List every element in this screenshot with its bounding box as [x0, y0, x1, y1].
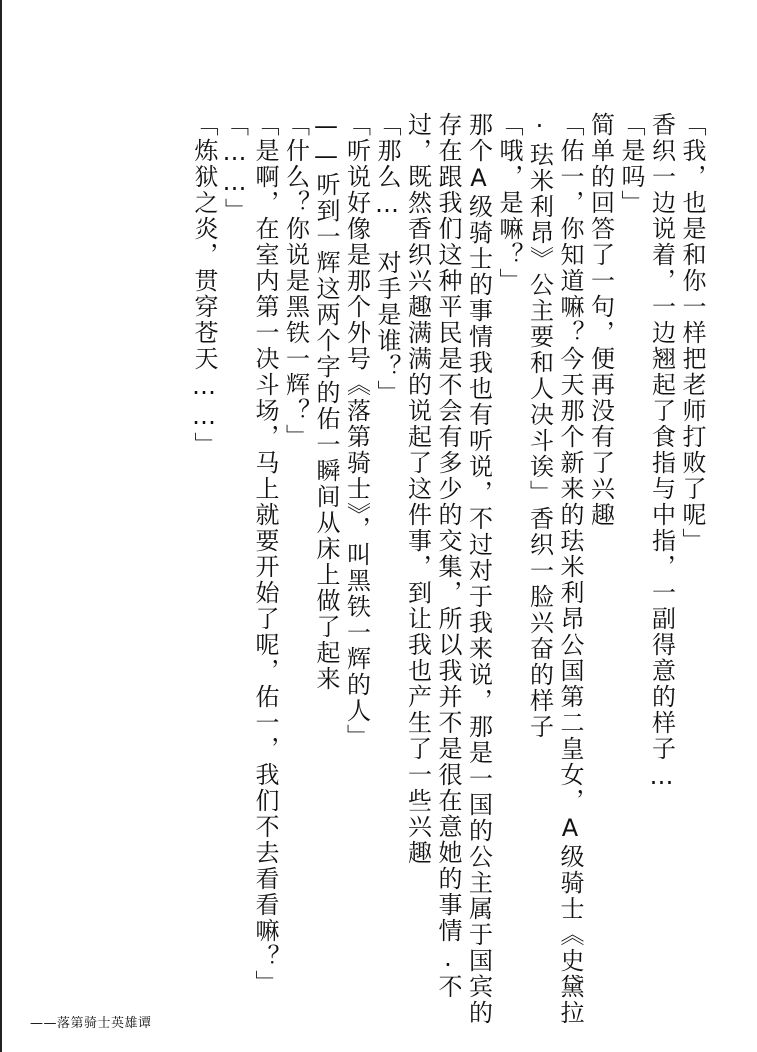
paragraph-7: 那个A级骑士的事情我也有听说，不过对于我来说，那是一国的公主属于国宾的存在跟我们这种平民是不会有多少的交集，所以我并不是很在意她的事情.不过，既然香织兴趣满满的说起了这件事，到让我也产生了一些兴趣: [403, 112, 493, 1026]
paragraph-9: 「听说好像是那个外号《落第骑士》，叫黑铁一辉的人」: [342, 112, 371, 750]
paragraph-2: 香织一边说着，一边翘起了食指与中指，一副得意的样子…: [647, 112, 676, 792]
book-title-footer: ——落第骑士英雄谭: [30, 1016, 152, 1031]
paragraph-8: 「那么… 对手是谁？」: [373, 112, 401, 406]
paragraph-13: 「……」: [220, 112, 249, 224]
paragraph-14: 「炼狱之炎，贯穿苍天……」: [190, 112, 218, 458]
paragraph-11: 「什么？你说是黑铁一辉？」: [281, 112, 310, 450]
paragraph-5: 「佑一，你知道嘛？今天那个新来的珐米利昂公国第二皇女，A级骑士《史黛拉·珐米利昂》公主要和人决斗诶」香织一脸兴奋的样子: [525, 112, 584, 1026]
page-margin-line: [0, 0, 2, 1052]
paragraph-4: 简单的回答了一句，便再没有了兴趣: [586, 112, 615, 528]
paragraph-12: 「是啊，在室内第一决斗场，马上就要开始了呢，佑一，我们不去看看嘛？」: [251, 112, 279, 996]
novel-text-column-block: [189, 112, 708, 1042]
paragraph-1: 「我，也是和你一样把老师打败了呢」: [678, 112, 706, 554]
paragraph-6: 「哦，是嘛？」: [495, 112, 523, 294]
paragraph-3: 「是吗」: [617, 112, 645, 216]
paragraph-10: ——听到一辉这两个字的佑一瞬间从床上做了起来: [312, 112, 340, 692]
